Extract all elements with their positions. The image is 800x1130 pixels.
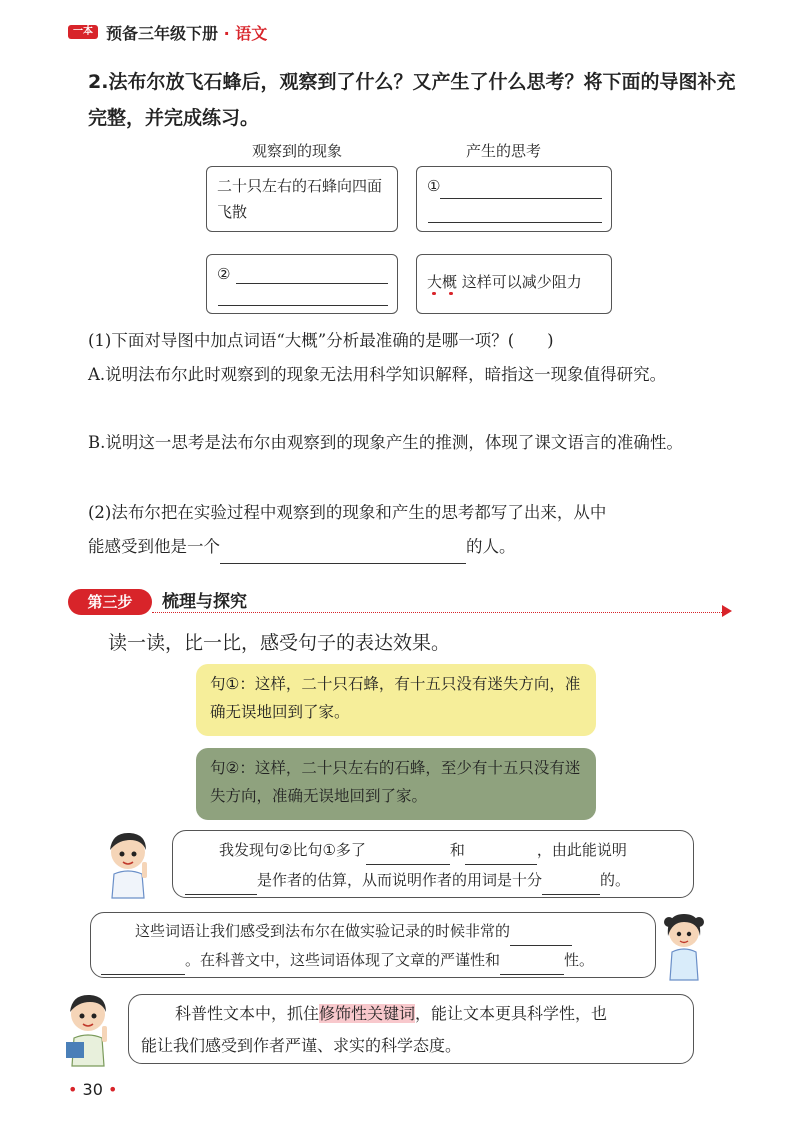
boy-reading-avatar-icon: [58, 990, 124, 1068]
emphasis-dot: [432, 292, 436, 296]
bubble-1-text-e: 的。: [600, 871, 631, 889]
boy-avatar-icon: [98, 828, 164, 900]
answer-blank-estimate[interactable]: [185, 872, 257, 895]
subquestion-2-pre: 能感受到他是一个: [88, 537, 220, 556]
thought-2-text: 这样可以减少阻力: [461, 273, 582, 291]
bubble-1-text-c: ，由此能说明: [536, 841, 627, 859]
answer-blank-word-1[interactable]: [366, 842, 450, 865]
bubble-2-text-a: 这些词语让我们感受到法布尔在做实验记录的时候非常的: [135, 922, 511, 940]
bubble-2-line2: [101, 945, 594, 975]
question-2: 2.法布尔放飞石蜂后，观察到了什么？又产生了什么思考？将下面的导图补充完整，并完成练习。: [88, 71, 736, 129]
answer-blank-property[interactable]: [500, 952, 564, 975]
bubble-2-text-b: 。在科普文中，这些词语体现了文章的严谨性和: [185, 951, 501, 969]
series-logo: 一本: [68, 25, 98, 39]
answer-blank-attitude-2[interactable]: [101, 952, 185, 975]
bubble-3-text-b: ，能让文本更具科学性，也: [415, 1004, 608, 1023]
marker-2: ②: [217, 265, 231, 283]
title-separator: ·: [223, 24, 230, 43]
answer-line-observation-2a[interactable]: [236, 283, 388, 284]
book-title-text: 预备三年级下册: [106, 24, 219, 43]
subquestion-1-prompt: (1)下面对导图中加点词语“大概”分析最准确的是哪一项？( ): [88, 331, 554, 350]
bubble-1-line1: [219, 835, 627, 865]
answer-blank-attitude[interactable]: [510, 923, 572, 946]
bubble-2-text-c: 性。: [564, 951, 595, 969]
subquestion-2-line1: (2)法布尔把在实验过程中观察到的现象和产生的思考都写了出来，从中: [88, 503, 607, 522]
emphasis-dot: [449, 292, 453, 296]
highlighted-keyword: 修饰性关键词: [319, 1004, 416, 1023]
bubble-1-text-d: 是作者的估算，从而说明作者的用词是十分: [257, 871, 543, 889]
bubble-3-line1: [175, 999, 607, 1029]
page-dot-right: •: [107, 1080, 118, 1099]
answer-blank-word-2[interactable]: [465, 842, 537, 865]
page-number-text: 30: [82, 1080, 103, 1099]
mindmap-box-observation-1: 二十只左右的石蜂向四面飞散: [206, 166, 398, 232]
answer-line-observation-2b[interactable]: [218, 305, 388, 306]
speech-bubble-1: [172, 830, 694, 898]
answer-line-thought-1a[interactable]: [440, 198, 602, 199]
bubble-3-text-a: 科普性文本中，抓住: [175, 1004, 320, 1023]
sentence-1-card: 句①：这样，二十只石蜂，有十五只没有迷失方向，准确无误地回到了家。: [196, 664, 596, 736]
option-a[interactable]: A.说明法布尔此时观察到的现象无法用科学知识解释，暗指这一现象值得研究。: [88, 365, 667, 384]
column-thought-heading: 产生的思考: [466, 142, 542, 160]
answer-blank-person[interactable]: [220, 539, 466, 564]
subquestion-2-post: 的人。: [466, 537, 516, 556]
marker-1: ①: [427, 177, 441, 195]
sentence-2-card: 句②：这样，二十只左右的石蜂，至少有十五只没有迷失方向，准确无误地回到了家。: [196, 748, 596, 820]
bubble-3-line2: 能让我们感受到作者严谨、求实的科学态度。: [141, 1036, 462, 1055]
page-number: [68, 1080, 117, 1099]
step-divider: [152, 612, 726, 613]
bubble-1-text-b: 和: [449, 841, 465, 859]
option-b[interactable]: B.说明这一思考是法布尔由观察到的现象产生的推测，体现了课文语言的准确性。: [88, 433, 683, 452]
step-3-title: 梳理与探究: [162, 592, 247, 612]
bubble-1-line2: [185, 865, 630, 895]
answer-line-thought-1b[interactable]: [428, 222, 602, 223]
subject-label: 语文: [235, 24, 268, 43]
dotted-word: [427, 273, 462, 291]
book-title: [106, 21, 267, 44]
step-3-instruction: 读一读，比一比，感受句子的表达效果。: [108, 632, 451, 654]
subquestion-2-line2: [88, 530, 738, 564]
answer-blank-quality[interactable]: [542, 872, 600, 895]
mindmap-box-thought-2: [416, 254, 612, 314]
girl-avatar-icon: [660, 906, 708, 982]
column-observed-heading: 观察到的现象: [252, 142, 343, 160]
divider-arrow-icon: [722, 605, 732, 617]
dotted-word-text: 大概: [427, 273, 458, 291]
bubble-1-text-a: 我发现句②比句①多了: [219, 841, 366, 859]
step-3-badge: 第三步: [68, 589, 152, 615]
speech-bubble-2: [90, 912, 656, 978]
bubble-2-line1: [135, 916, 572, 946]
speech-bubble-3: [128, 994, 694, 1064]
page-dot-left: •: [68, 1080, 78, 1099]
